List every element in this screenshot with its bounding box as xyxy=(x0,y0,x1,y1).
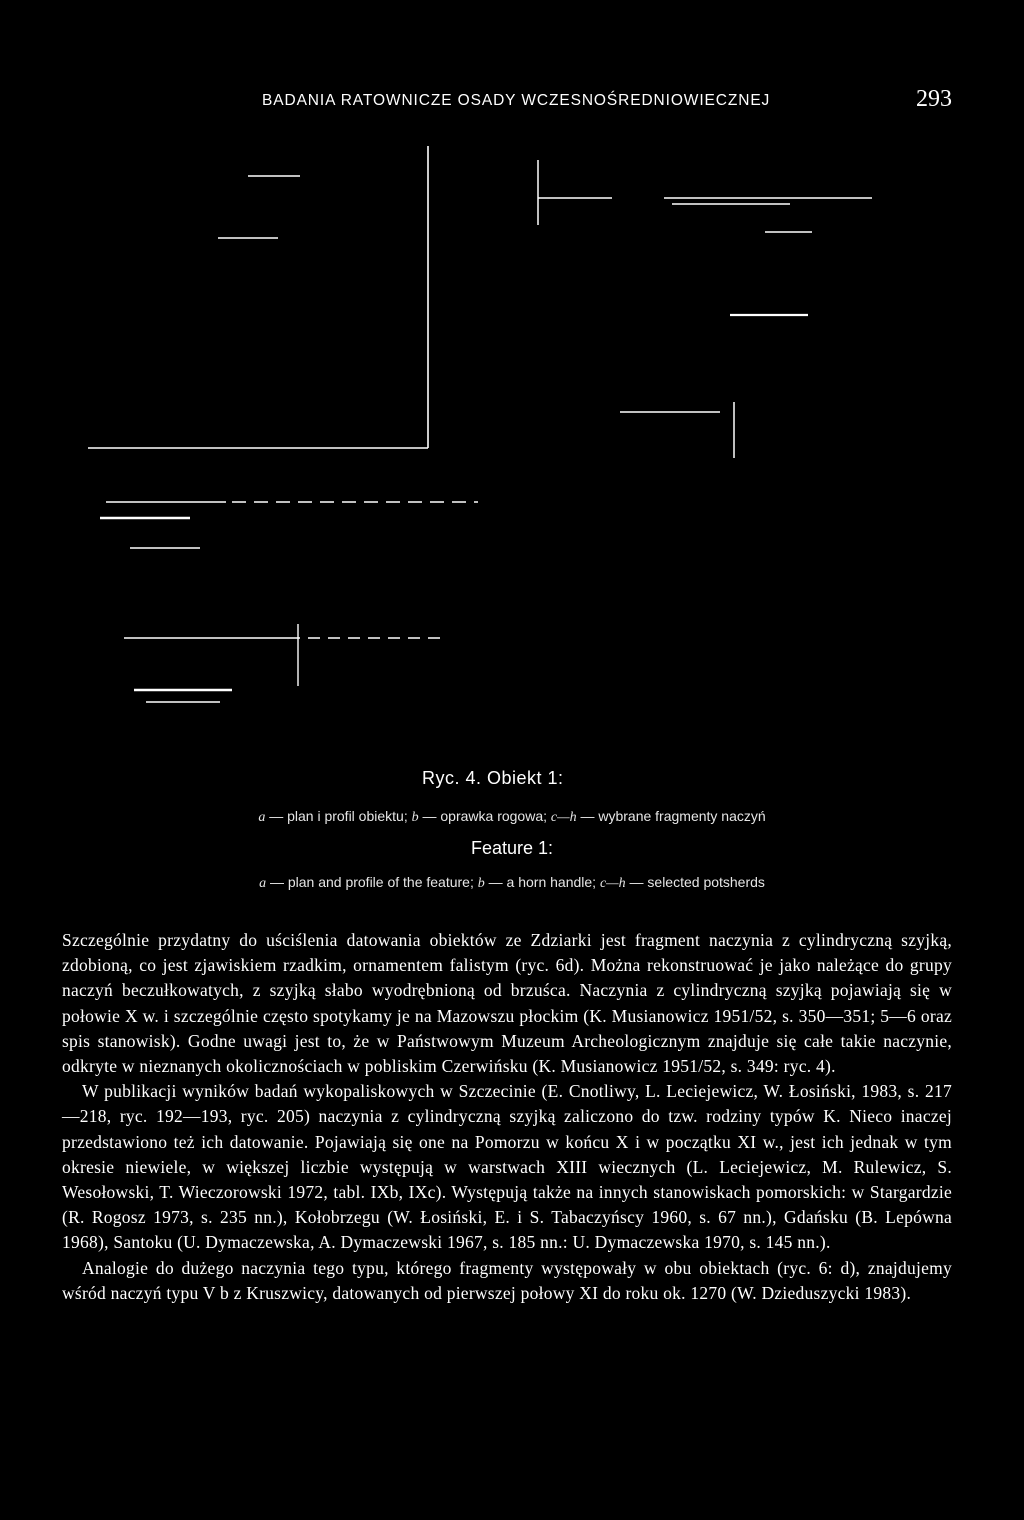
feature-plan-lines xyxy=(88,146,428,448)
page-number: 293 xyxy=(916,86,952,112)
caption-text-ch: — wybrane fragmenty naczyń xyxy=(576,808,766,824)
page-header xyxy=(0,86,1024,116)
caption-en-text-b: — a horn handle; xyxy=(484,874,600,890)
caption-en-label-a: a xyxy=(259,876,267,891)
paragraph: Szczególnie przydatny do uściślenia datowania obiektów ze Zdziarki jest fragment naczynia z cylindryczną szyjką, zdobioną, co jest zjawiskiem rzadkim, ornamentem falistym (ryc. 6d). Można rekonstruować je jako należące do grupy naczyń beczułkowatych, z szyjką słabo wyodrębnioną od brzuśca. Naczynia z cylindryczną szyjką pojawiają się w połowie X w. i szczególnie często spotykamy je na Mazowszu płockim (K. Musianowicz 1951/52, s. 350—351; 5—6 oraz spis stanowisk). Godne uwagi jest to, że w Państwowym Muzeum Archeologicznym znajduje się całe takie naczynie, odkryte w nieznanych okolicznościach w pobliskim Czerwińsku (K. Musianowicz 1951/52, s. 349: ryc. 4). xyxy=(62,930,952,1077)
figure-caption-english-title: Feature 1: xyxy=(470,838,554,858)
caption-text-a: — plan i profil obiektu; xyxy=(265,808,412,824)
section-lines xyxy=(100,502,478,702)
figure-caption-english xyxy=(0,874,1024,892)
figure-caption-title: Ryc. 4. Obiekt 1: xyxy=(422,768,564,788)
caption-en-text-a: — plan and profile of the feature; xyxy=(266,874,478,890)
paragraph: Analogie do dużego naczynia tego typu, którego fragmenty występowały w obu obiektach (ryc. 6: d), znajdujemy wśród naczyń typu V b z Kruszwicy, datowanych od pierwszej połowy XI do roku ok. 1270 (W. Dzieduszycki 1983). xyxy=(62,1257,952,1303)
figure-caption-polish xyxy=(0,808,1024,826)
body-text xyxy=(62,928,952,1306)
caption-en-text-ch: — selected potsherds xyxy=(625,874,765,890)
caption-label-b: b xyxy=(411,810,419,825)
caption-label-a: a xyxy=(258,810,266,825)
running-title: BADANIA RATOWNICZE OSADY WCZESNOŚREDNIOWIECZNEJ xyxy=(262,92,771,109)
caption-label-ch: c—h xyxy=(550,810,577,825)
caption-en-label-ch: c—h xyxy=(599,876,626,891)
caption-text-b: — oprawka rogowa; xyxy=(418,808,551,824)
paragraph: W publikacji wyników badań wykopaliskowych w Szczecinie (E. Cnotliwy, L. Leciejewicz, W. Łosiński, 1983, s. 217—218, ryc. 192—193, ryc. 205) naczynia z cylindryczną szyjką zaliczono do tzw. rodziny typów K. Nieco inaczej przedstawiono też ich datowanie. Pojawiają się one na Pomorzu w końcu X i w początku XI w., jest ich jednak w tym okresie niewiele, w większej liczbie występują w warstwach XIII wiecznych (L. Leciejewicz, M. Rulewicz, S. Wesołowski, T. Wieczorowski 1972, tabl. IXb, IXc). Występują także na innych stanowiskach pomorskich: w Stargardzie (R. Rogosz 1973, s. 235 nn.), Kołobrzegu (W. Łosiński, E. i S. Tabaczyńscy 1960, s. 67 nn.), Gdańsku (B. Lepówna 1968), Santoku (U. Dymaczewska, A. Dymaczewski 1967, s. 185 nn.: U. Dymaczewska 1970, s. 145 nn.). xyxy=(62,1081,952,1253)
feature-profile-lines xyxy=(538,160,872,458)
figure-drawing xyxy=(0,130,1024,750)
caption-en-label-b: b xyxy=(477,876,485,891)
